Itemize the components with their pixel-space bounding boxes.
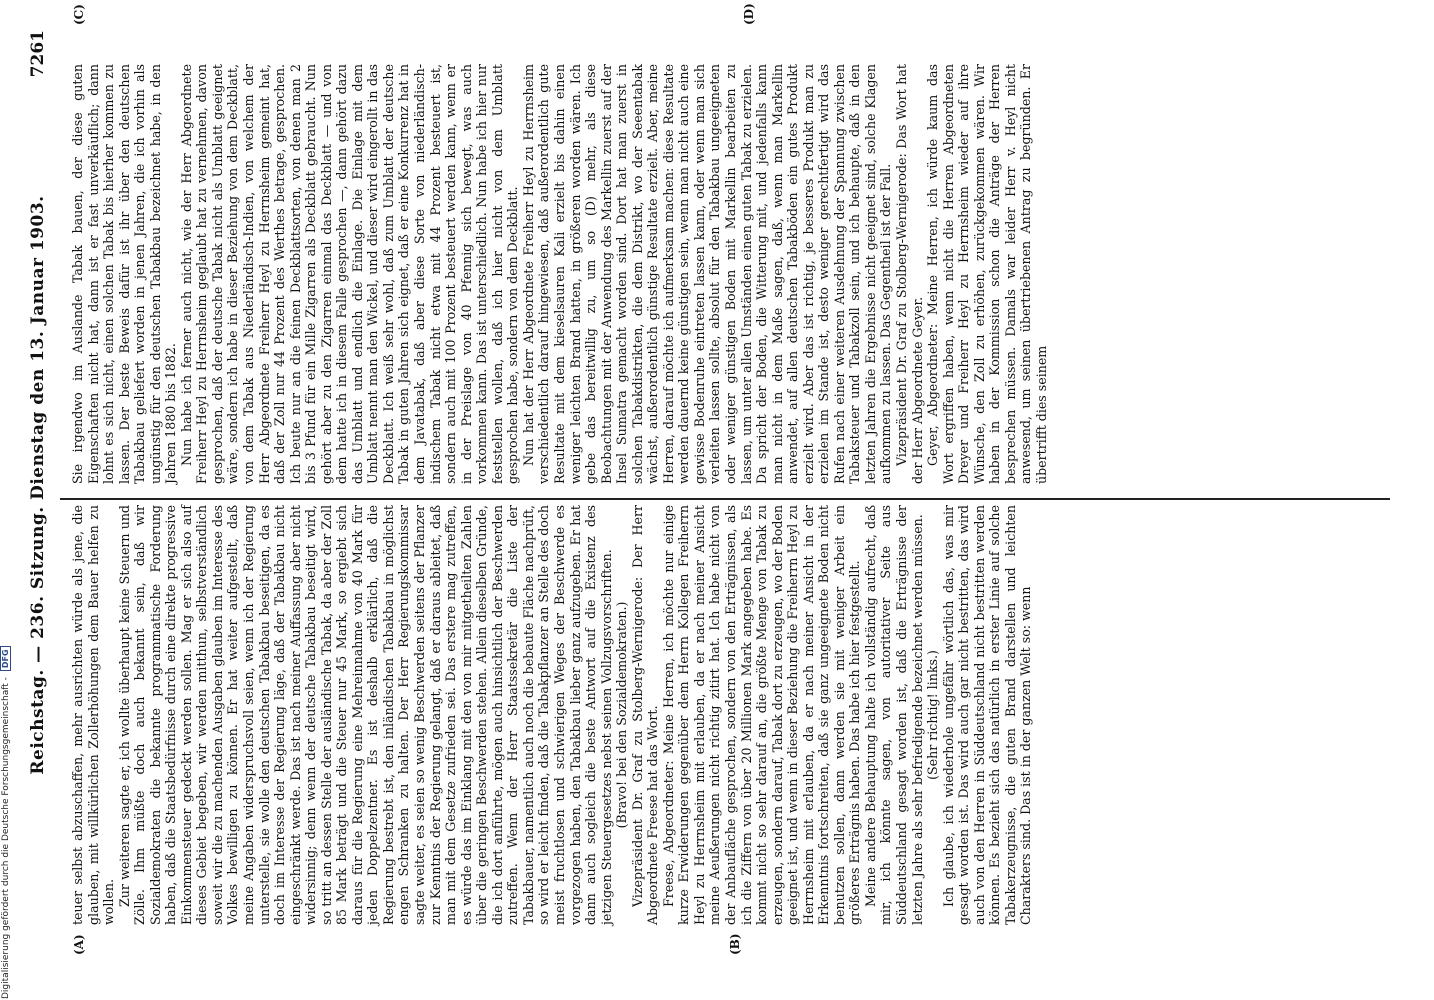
margin-marker-d: (D) xyxy=(742,3,756,25)
right-column xyxy=(70,64,1049,484)
paragraph: Geyer, Abgeordneter: Meine Herren, ich würde kaum das Wort ergriffen haben, wenn nicht die Herren Abgeordneten Dreyer und Freiherr Heyl zu Herrnsheim wieder auf ihre Wünsche, den Zoll zu erhöhen, zurückgekommen wären. Wir haben in der Kommission schon die Anträge der Herren besprechen müssen. Damals war leider Herr v. Heyl nicht anwesend, um seinen übertriebenen Antrag zu begründen. Er übertrifft dies seinem xyxy=(925,64,1049,484)
paragraph: Ich glaube, ich wiederhole ungefähr wörtlich das, was mir gesagt worden ist. Das wird auch gar nicht bestritten, das wird auch von den Herren in Süddeutschland nicht bestritten werden können. Es bezieht sich das natürlich in erster Linie auf solche Tabakerzeugnisse, die guten Brand darstellen und leichten Charakters sind. Das ist in der ganzen Welt so: wenn xyxy=(940,505,1034,925)
paragraph: Nun hat der Herr Abgeordnete Freiherr Heyl zu Herrnsheim verschiedentlich darauf hingewiesen, daß außerordentlich gute Resultate mit dem kieselsauren Kali erzielt bis dahin einen weniger leichten Brand hatten, in größeren worden wären. Ich gebe das bereitwillig zu, um so (D) mehr, als diese Beobachtungen mit der Anwendung des Markellin zuerst auf der Insel Sumatra gemacht worden sind. Dort hat man zuerst in solchen Tabakdistrikten, die dem Distrikt, wo der Seeentabak wächst, außerordentlich günstige Resultate erzielt. Aber, meine Herren, darauf möchte ich aufmerksam machen: diese Resultate werden dauernd keine günstigen sein, wenn man nicht auch eine gewisse Bodenruhe eintreten lassen kann, oder wenn man sich verleiten lassen sollte, absolut für den Tabakbau ungeeigneten oder weniger günstigen Boden mit Markellin bearbeiten zu lassen, um unter allen Umständen einen guten Tabak zu erzielen. Da spricht der Boden, die Witterung mit, und jedenfalls kann man nicht in dem Maße sagen, daß, wenn man Markellin anwendet, auf allen deutschen Tabakböden ein gutes Produkt erzielt wird. Aber das ist richtig, je besseres Produkt man zu erzielen im Stande ist, desto weniger gerechtfertigt wird das Rufen nach einer weiteren Ausdehnung der Spannung zwischen Tabaksteuer und Tabakzoll sein, und ich behaupte, daß in den letzten Jahren die Ergebnisse nicht geeignet sind, solche Klagen aufkommen zu lassen. Das Gegentheil ist der Fall. xyxy=(520,64,894,484)
margin-marker-c: (C) xyxy=(72,4,86,25)
margin-marker-b: (B) xyxy=(728,933,742,955)
paragraph: Freese, Abgeordneter: Meine Herren, ich möchte nur einige kurze Erwiderungen gegenüber dem Herrn Kollegen Freiherrn Heyl zu Herrnsheim mit erlauben, da er nach meiner Ansicht meine Aeußerungen nicht richtig zitirt hat. Ich habe nicht von der Anbaufläche gesprochen, sondern von den Erträgnissen, als ich die Ziffern von über 20 Millionen Mark angegeben habe. Es kommt nicht so sehr darauf an, die größte Menge von Tabak zu erzeugen, sondern darauf, Tabak dort zu erzeugen, wo der Boden geeignet ist, und wenn in dieser Beziehung die Freiherrn Heyl zu Herrnsheim mit erlauben, da er nach meiner Ansicht in der Erkenntnis fortschreiten, daß sie ganz ungeeignete Boden nicht benutzen sollen, dann werden sie mit weniger Arbeit ein größeres Erträgnis haben. Das habe ich hier festgestellt. xyxy=(660,505,863,925)
paragraph: teuer selbst abzuschaffen, mehr ausrichten würde als jene, die glauben, mit willkürlichen Zollerhöhungen dem Bauer helfen zu wollen. xyxy=(70,505,117,925)
dfg-logo: DFG xyxy=(0,646,11,671)
page-number: 7261 xyxy=(28,30,48,78)
margin-marker-a: (A) xyxy=(72,934,86,955)
paragraph: Meine andere Behauptung halte ich vollständig aufrecht, daß mir, ich könnte sagen, von autoritativer Seite aus Süddeutschland gesagt worden ist, daß die Erträgnisse der letzten Jahre als sehr befriedigende bezeichnet werden müssen. xyxy=(862,505,925,925)
header-title: Reichstag. — 236. Sitzung. Dienstag den 13. Januar 1903. xyxy=(28,195,48,775)
page-header xyxy=(28,30,58,940)
interjection: (Sehr richtig! links.) xyxy=(925,650,941,780)
column-divider xyxy=(60,498,1390,500)
paragraph: Sie irgendwo im Auslande Tabak bauen, der diese guten Eigenschaften nicht hat, dann ist er fast unverkäuflich; dann lohnt es sich nicht, einen solchen Tabak bis hierher kommen zu lassen. Der beste Beweis dafür ist ihr über den deutschen Tabakbau geliefert worden in jenen Jahren, die ich vorhin als ungünstig für den deutschen Tabakbau bezeichnet habe, in den Jahren 1880 bis 1882. xyxy=(70,64,179,484)
speaker-announcement: Vizepräsident Dr. Graf zu Stolberg-Wernigerode: Der Herr Abgeordnete Freese hat das Wort. xyxy=(629,505,661,925)
credit-text: Digitalisierung gefördert durch die Deutsche Forschungsgemeinschaft - xyxy=(1,677,11,999)
interjection: (Bravo! bei den Sozialdemokraten.) xyxy=(614,601,630,829)
left-column xyxy=(70,505,1034,925)
digitization-credit xyxy=(0,0,14,1000)
paragraph: Zur weiteren sagte er, ich wollte überhaupt keine Steuern und Zölle. Ihm müßte doch auch bekannt sein, daß wir Sozialdemokraten die bekannte programmatische Forderung haben, daß die Staatsbedürfnisse durch eine direkte progressive Einkommensteuer gedeckt werden sollen. Mag er sich also auf dieses Gebiet begeben, wir werden mitthun, selbstverständlich soweit wir die zu machenden Ausgaben glauben im Interesse des Volkes bewilligen zu können. Er hat weiter aufgestellt, daß meine Angaben widerspruchsvoll seien, wenn ich der Regierung unterstelle, sie wolle den deutschen Tabakbau beseitigen, da es doch im Interesse der Regierung läge, daß der Tabakbau nicht eingeschränkt werde. Das ist nach meiner Auffassung aber nicht widersinnig; denn wenn der deutsche Tabakbau beseitigt wird, so tritt an dessen Stelle der ausländische Tabak, da aber der Zoll 85 Mark beträgt und die Steuer nur 45 Mark, so ergiebt sich daraus für die Regierung eine Mehreinnahme von 40 Mark für jeden Doppelzentner. Es ist deshalb erklärlich, daß die Regierung bestrebt ist, den inländischen Tabakbau in möglichst engen Schranken zu halten. Der Herr Regierungskommissar sagte weiter, es seien so wenig Beschwerden seitens der Pflanzer zur Kenntnis der Regierung gelangt, daß er daraus ableitet, daß man mit dem Gesetze zufrieden sei. Das erstere mag zutreffen, es würde das im Einklang mit den von mir mitgetheilten Zahlen über die geringen Beschwerden stehen. Allein dieselben Gründe, die ich dort anführte, mögen auch hinsichtlich der Beschwerden zutreffen. Wenn der Herr Staatssekretär die Liste der Tabakbauer, namentlich auch noch die bebaute Fläche nachprüft, so wird er leicht finden, daß die Tabakpflanzer an Stelle des doch meist fruchtlosen und schwierigen Weges der Beschwerde es vorgezogen haben, den Tabakbau lieber ganz aufzugeben. Er hat dann auch sogleich die beste Antwort auf die Existenz des jetzigen Steuergesetzes nebst seinen Vollzugsvorschriften. xyxy=(116,505,614,925)
paragraph: Nun habe ich ferner auch nicht, wie der Herr Abgeordnete Freiherr Heyl zu Herrnsheim geglaubt hat zu vernehmen, davon gesprochen, daß der deutsche Tabak nicht als Umblatt geeignet wäre, sondern ich habe in dieser Beziehung von dem Deckblatt, von dem Tabak aus Niederländisch-Indien, von welchem der Herr Abgeordnete Freiherr Heyl zu Herrnsheim gemeint hat, daß der Zoll nur 44 Prozent des Werthes betrage, gesprochen. Ich beute nur an die feinen Deckblattsorten, von denen man 2 bis 3 Pfund für ein Mille Zigarren als Deckblatt gebraucht. Nun gehört aber zu den Zigarren einmal das Deckblatt — und von dem hatte ich in diesem Falle gesprochen —, dann gehört dazu das Umblatt und endlich die Einlage. Die Einlage mit dem Umblatt nennt man den Wickel, und dieser wird eingerollt in das Deckblatt. Ich weiß sehr wohl, daß zum Umblatt der deutsche Tabak in guten Jahren sich eignet, daß er eine Konkurrenz hat in dem Javatabak, daß aber diese Sorte von niederländisch-indischem Tabak nicht etwa mit 44 Prozent besteuert ist, sondern auch mit 100 Prozent besteuert werden kann, wenn er in der Preislage von 40 Pfennig sich bewegt, was auch vorkommen kann. Das ist unterschiedlich. Nun habe ich hier nur feststellen wollen, daß ich hier nicht von dem Umblatt gesprochen habe, sondern von dem Deckblatt. xyxy=(178,64,521,484)
speaker-announcement: Vizepräsident Dr. Graf zu Stolberg-Wernigerode: Das Wort hat der Herr Abgeordnete Geyer. xyxy=(893,64,925,484)
